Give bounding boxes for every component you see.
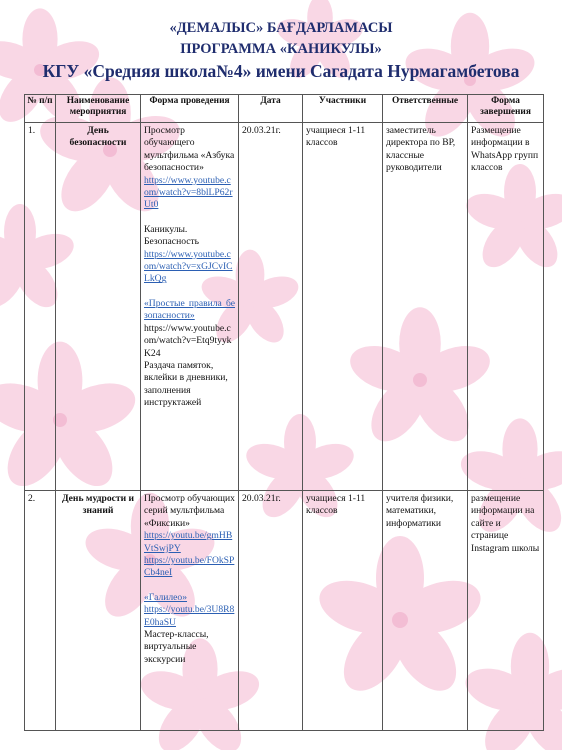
- video-title-link[interactable]: «Простые правила безопасности»: [144, 297, 235, 322]
- video-link[interactable]: https://youtu.be/FOkSPCb4neI: [144, 555, 235, 579]
- header-responsible: Ответственные: [383, 95, 468, 123]
- event-date: 20.03.21г.: [239, 123, 303, 491]
- event-completion: размещение информации на сайте и странице Instagram школы: [468, 491, 544, 731]
- form-text: Мастер-классы, виртуальные экскурсии: [144, 629, 209, 665]
- video-title-link[interactable]: «Галилео»: [144, 591, 188, 603]
- event-form: [141, 123, 239, 491]
- video-link[interactable]: https://www.youtube.com/watch?v=xGJCvICLkQg: [144, 248, 233, 285]
- event-date: 20.03.21г.: [239, 491, 303, 731]
- video-link[interactable]: https://www.youtube.com/watch?v=8blLP62rUt0: [144, 174, 233, 211]
- header-event-name: Наименование мероприятия: [56, 95, 141, 123]
- event-completion: Размещение информации в WhatsApp групп классов: [468, 123, 544, 491]
- row-number: 2.: [25, 491, 56, 731]
- video-link[interactable]: https://youtu.be/gmHBVtSwjPY: [144, 530, 233, 554]
- event-form: [141, 491, 239, 731]
- school-name: КГУ «Средняя школа№4» имени Сагадата Нурмагамбетова: [42, 61, 520, 81]
- event-responsible: заместитель директора по ВР, классные руководители: [383, 123, 468, 491]
- table-row: [25, 123, 544, 491]
- header-num: № п/п: [25, 95, 56, 123]
- event-participants: учащиеся 1-11 классов: [303, 491, 383, 731]
- header-participants: Участники: [303, 95, 383, 123]
- form-text: Просмотр обучающих серий мультфильма «Фиксики»: [144, 493, 235, 529]
- header-form: Форма проведения: [141, 95, 239, 123]
- event-name: День мудрости и знаний: [56, 491, 141, 731]
- table-row: [25, 491, 544, 731]
- form-text: Каникулы. Безопасность: [144, 223, 200, 248]
- events-table: [24, 94, 544, 731]
- event-participants: учащиеся 1-11 классов: [303, 123, 383, 491]
- header-completion: Форма завершения: [468, 95, 544, 123]
- table-header-row: [25, 95, 544, 123]
- program-title-russian: ПРОГРАММА «КАНИКУЛЫ»: [180, 41, 382, 57]
- program-title-kazakh: «ДЕМАЛЫС» БАҒДАРЛАМАСЫ: [169, 20, 393, 36]
- event-name: День безопасности: [56, 123, 141, 491]
- video-url-text: https://www.youtube.com/watch?v=Etq9tyykK24: [144, 322, 232, 359]
- event-responsible: учителя физики, математики, информатики: [383, 491, 468, 731]
- row-number: 1.: [25, 123, 56, 491]
- form-text: Просмотр обучающего мультфильма «Азбука безопасности»: [144, 125, 235, 174]
- form-text: Раздача памяток, вклейки в дневники, заполнения инструктажей: [144, 359, 228, 409]
- video-link[interactable]: https://youtu.be/3U8R8E0haSU: [144, 604, 235, 628]
- header-date: Дата: [239, 95, 303, 123]
